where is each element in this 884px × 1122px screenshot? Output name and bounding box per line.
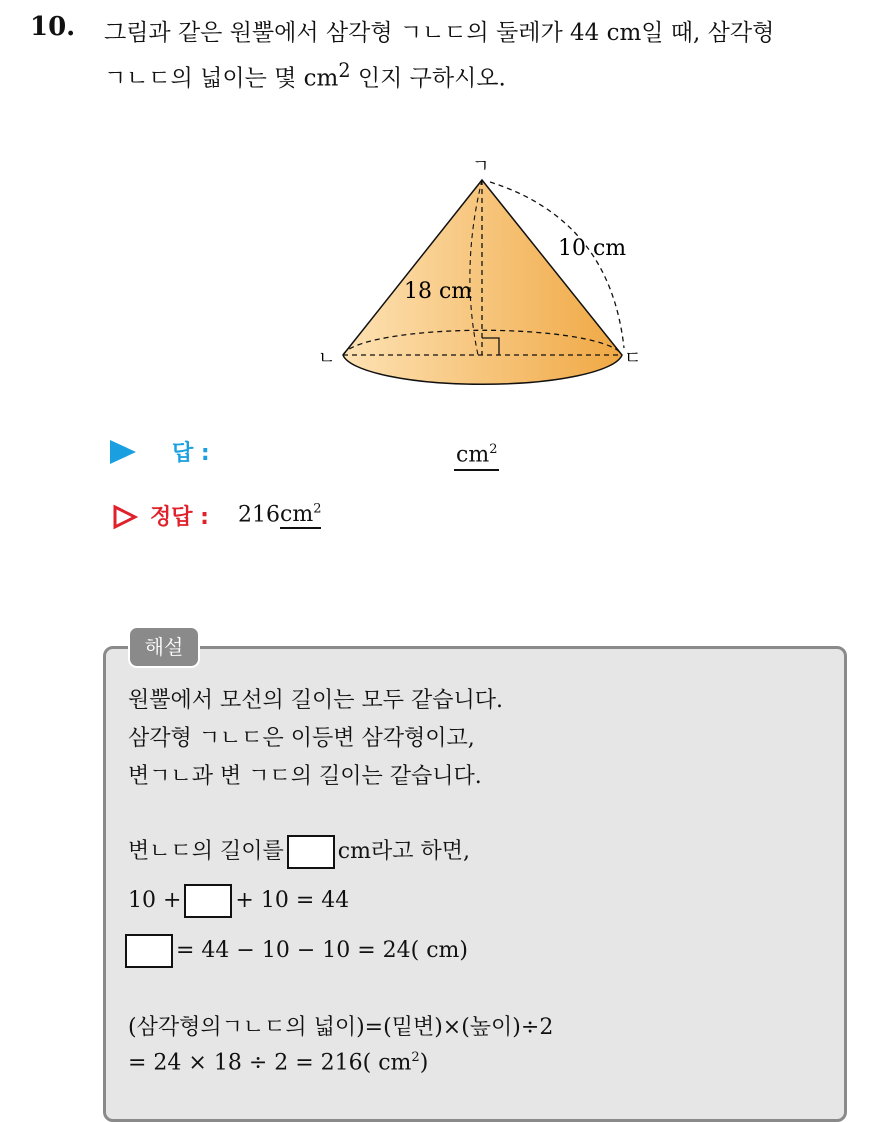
- cone-diagram: [300, 150, 660, 400]
- blank-box: [184, 884, 232, 918]
- correct-answer-label: 정답 :: [150, 505, 209, 530]
- right-vertex-label: ㄷ: [624, 348, 642, 369]
- question-text: [104, 14, 864, 98]
- outline-triangle-icon: [112, 504, 138, 530]
- explanation-line-7: (삼각형의ㄱㄴㄷ의 넓이)=(밑변)×(높이)÷2: [128, 1015, 554, 1040]
- explanation-tag: 해설: [128, 626, 200, 668]
- question-line-2: ㄱㄴㄷ의 넓이는 몇 $cm^2$ 인지 구하시오.: [104, 59, 506, 92]
- height-length-label: 18 cm: [404, 279, 473, 304]
- play-triangle-icon: [110, 440, 136, 464]
- explanation-line-3: 변ㄱㄴ과 변 ㄱㄷ의 길이는 같습니다.: [128, 764, 482, 789]
- answer-row: [110, 436, 610, 470]
- explanation-line-8: = 24 × 18 ÷ 2 = 216( $cm^2$): [128, 1050, 429, 1076]
- explanation-line-5: 10 + + 10 = 44: [128, 884, 349, 918]
- answer-label: 답 :: [172, 441, 210, 466]
- apex-label: ㄱ: [472, 156, 490, 177]
- blank-box: [287, 835, 335, 869]
- question-line-1: 그림과 같은 원뿔에서 삼각형 ㄱㄴㄷ의 둘레가 44 cm일 때, 삼각형: [104, 20, 775, 46]
- slant-length-label: 10 cm: [558, 236, 627, 261]
- explanation-line-6: = 44 − 10 − 10 = 24( cm): [122, 934, 468, 968]
- blank-box: [125, 934, 173, 968]
- explanation-line-1: 원뿔에서 모선의 길이는 모두 같습니다.: [128, 688, 503, 713]
- correct-answer-value: $216cm^2$: [238, 502, 322, 528]
- cone-figure: [300, 150, 660, 400]
- question-number: 10.: [30, 12, 76, 42]
- answer-unit[interactable]: $cm^2$: [454, 436, 499, 471]
- explanation-line-2: 삼각형 ㄱㄴㄷ은 이등변 삼각형이고,: [128, 726, 475, 751]
- left-vertex-label: ㄴ: [318, 348, 336, 369]
- explanation-line-4: 변ㄴㄷ의 길이를 cm라고 하면,: [128, 834, 470, 869]
- correct-answer-row: [110, 500, 610, 534]
